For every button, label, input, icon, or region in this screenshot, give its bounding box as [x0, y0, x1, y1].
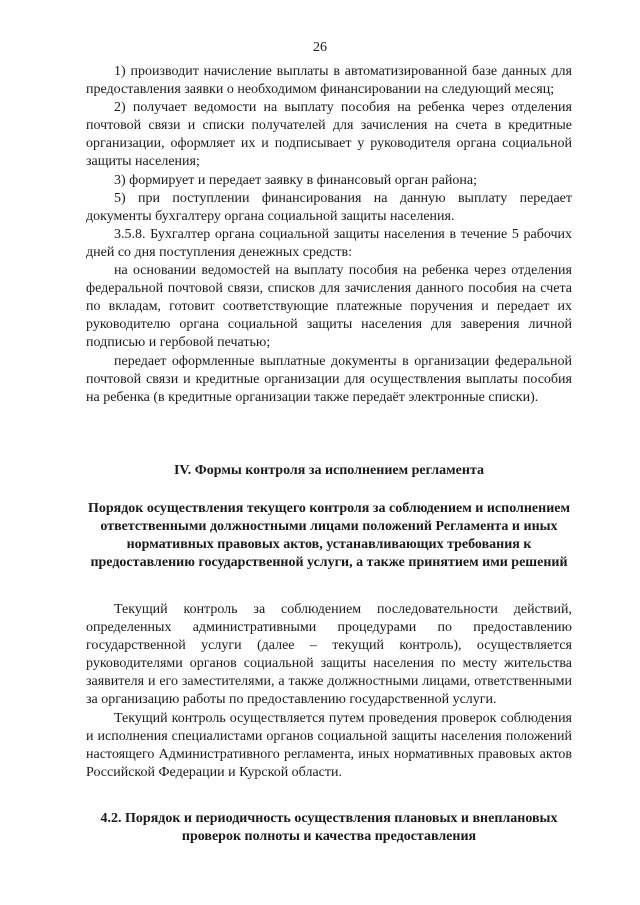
section-heading: IV. Формы контроля за исполнением регламента	[173, 463, 485, 478]
paragraph: 1) производит начисление выплаты в автоматизированной базе данных для предоставления заявки о необходимом финансировании на следующий месяц;	[86, 64, 572, 98]
paragraph: 3.5.8. Бухгалтер органа социальной защиты населения в течение 5 рабочих дней со дня поступления денежных средств:	[86, 226, 572, 260]
procedure-paragraphs	[86, 63, 572, 407]
subsection-heading: Порядок осуществления текущего контроля за соблюдением и исполнением ответственными должностными лицами положений Регламента и иных нормативных правовых актов, устанавливающих требования к предоставлению государственной услуги, а также принятием ими решений	[87, 501, 571, 571]
paragraph: Текущий контроль за соблюдением последовательности действий, определенных административными процедурами по предоставлению государственной услуги (далее – текущий контроль), осуществляется руководителями органов социальной защиты населения по месту жительства заявителя и его заместителями, а также должностными лицами, ответственными за организацию работы по предоставлению государственной услуги.	[86, 602, 572, 708]
paragraph: 2) получает ведомости на выплату пособия на ребенка через отделения почтовой связи и списки получателей для зачисления на счета в кредитные организации, оформляет их и подписывает у руководителя органа социальной защиты населения;	[86, 100, 572, 170]
control-paragraphs	[86, 601, 572, 782]
paragraph: на основании ведомостей на выплату пособия на ребенка через отделения федеральной почтовой связи, списков для зачисления данного пособия на счета по вкладам, готовит соответствующие платежные поручения и передает их руководителю органа социальной защиты населения для заверения личной подписью и гербовой печатью;	[86, 263, 572, 351]
paragraph: Текущий контроль осуществляется путем проведения проверок соблюдения и исполнения специалистами органов социальной защиты населения положений настоящего Административного регламента, иных нормативных правовых актов Российской Федерации и Курской области.	[86, 710, 572, 780]
paragraph: передает оформленные выплатные документы в организации федеральной почтовой связи и кредитные организации для осуществления выплаты пособия на ребенка (в кредитные организации также передаёт электронные списки).	[86, 353, 572, 405]
paragraph: 3) формирует и передает заявку в финансовый орган района;	[114, 172, 477, 188]
subsection-heading: 4.2. Порядок и периодичность осуществления плановых и внеплановых проверок полноты и качества предоставления	[100, 811, 558, 845]
paragraph: 5) при поступлении финансирования на данную выплату передает документы бухгалтеру органа социальной защиты населения.	[86, 190, 572, 224]
page-number: 26	[313, 40, 327, 55]
